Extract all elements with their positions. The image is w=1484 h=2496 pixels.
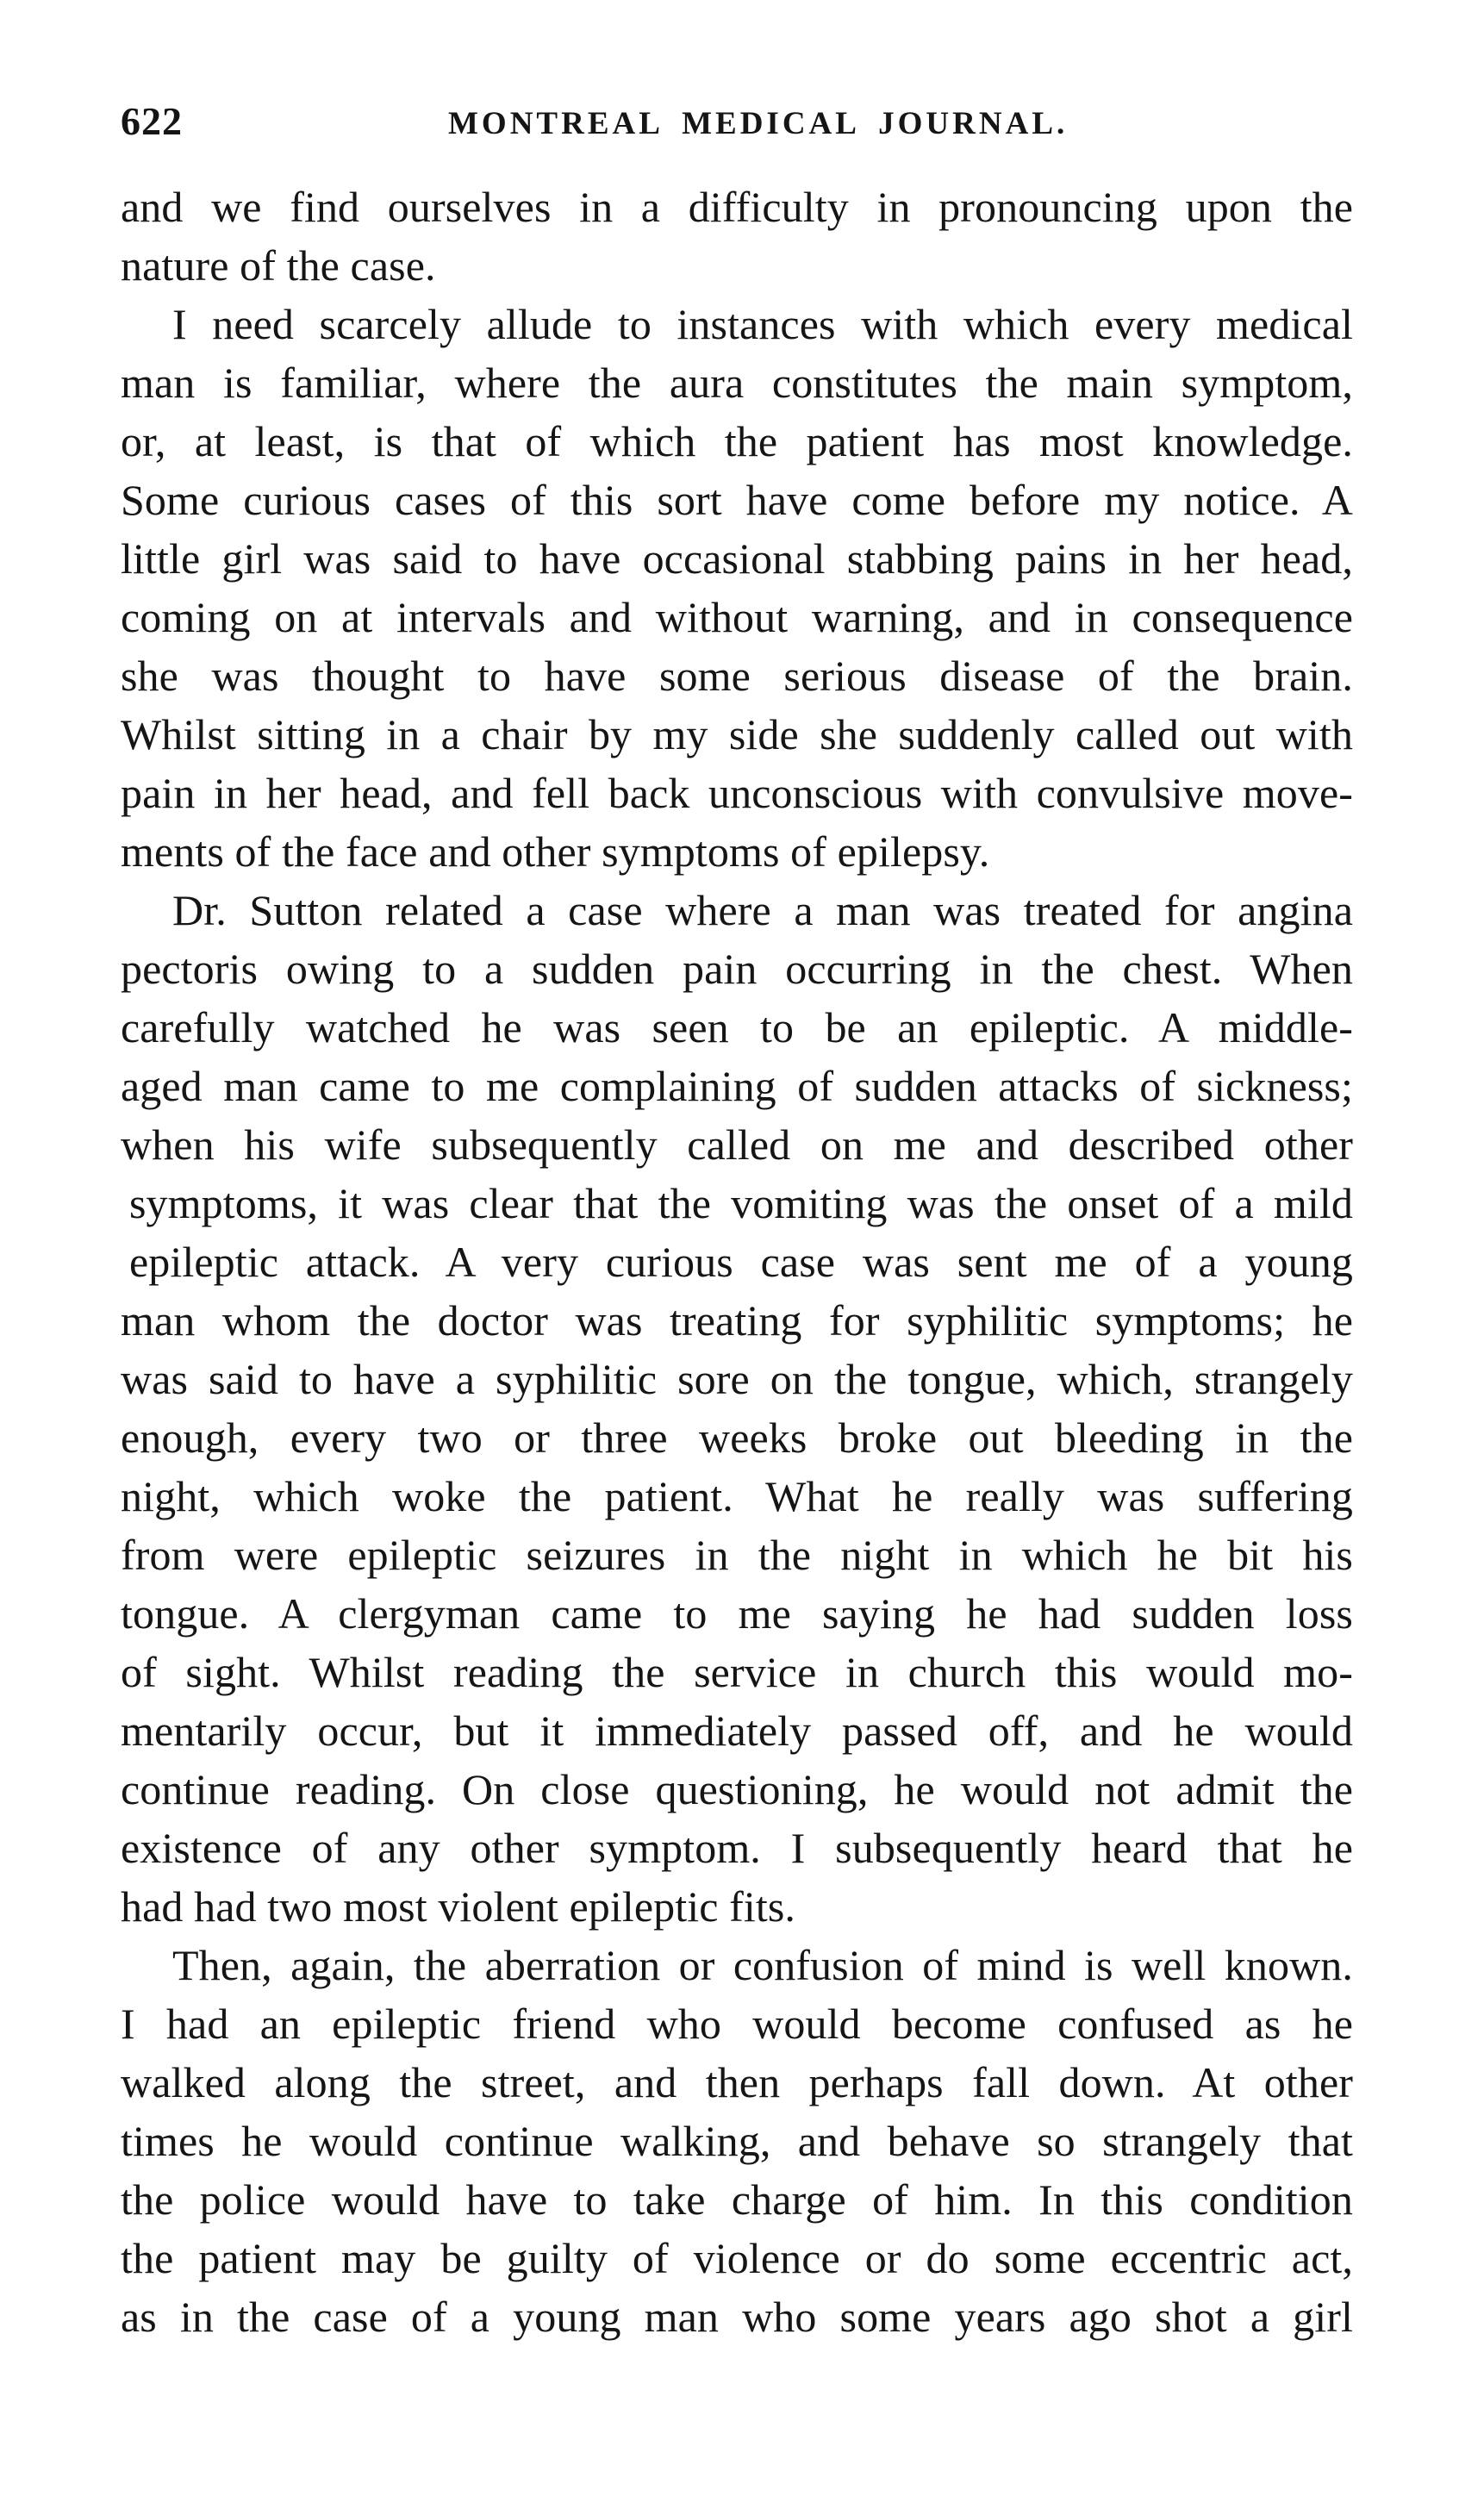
text-line: times he would continue walking, and behave so strangely that xyxy=(121,2117,1353,2165)
text-line: Whilst sitting in a chair by my side she suddenly called out with xyxy=(121,710,1353,758)
text-line: Some curious cases of this sort have come before my notice. A xyxy=(121,476,1353,524)
text-line: from were epileptic seizures in the night in which he bit his xyxy=(121,1531,1353,1579)
text-line: of sight. Whilst reading the service in church this would mo- xyxy=(121,1648,1353,1696)
text-line: as in the case of a young man who some years ago shot a girl xyxy=(121,2293,1353,2341)
text-line: or, at least, is that of which the patient has most knowledge. xyxy=(121,417,1353,465)
text-line: mentarily occur, but it immediately passed off, and he would xyxy=(121,1707,1353,1755)
text-line: enough, every two or three weeks broke out bleeding in the xyxy=(121,1413,1353,1462)
body-text xyxy=(121,178,1353,2346)
text-line: night, which woke the patient. What he really was suffering xyxy=(121,1472,1353,1520)
text-line: the patient may be guilty of violence or do some eccentric act, xyxy=(121,2234,1353,2282)
text-line: tongue. A clergyman came to me saying he had sudden loss xyxy=(121,1589,1353,1638)
text-line: carefully watched he was seen to be an epileptic. A middle- xyxy=(121,1003,1353,1051)
text-line: little girl was said to have occasional stabbing pains in her head, xyxy=(121,534,1353,583)
text-line: I had an epileptic friend who would become confused as he xyxy=(121,2000,1353,2048)
text-line: pectoris owing to a sudden pain occurring in the chest. When xyxy=(121,945,1353,993)
text-line: was said to have a syphilitic sore on the tongue, which, strangely xyxy=(121,1355,1353,1403)
page-header xyxy=(121,86,1362,155)
text-line: ments of the face and other symptoms of epilepsy. xyxy=(121,827,990,876)
text-line: man whom the doctor was treating for syphilitic symptoms; he xyxy=(121,1296,1353,1345)
text-line: nature of the case. xyxy=(121,241,436,290)
text-line: and we find ourselves in a difficulty in pronouncing upon the xyxy=(121,183,1353,231)
text-line: epileptic attack. A very curious case was sent me of a young xyxy=(129,1238,1353,1286)
text-line: symptoms, it was clear that the vomiting was the onset of a mild xyxy=(129,1179,1353,1227)
text-line: pain in her head, and fell back unconscious with convulsive move- xyxy=(121,769,1353,817)
text-line: had had two most violent epileptic fits. xyxy=(121,1882,796,1931)
text-line: I need scarcely allude to instances with which every medical xyxy=(172,300,1353,348)
text-line: Dr. Sutton related a case where a man was treated for angina xyxy=(172,886,1353,934)
running-head: MONTREAL MEDICAL JOURNAL. xyxy=(448,106,1069,141)
text-line: coming on at intervals and without warning, and in consequence xyxy=(121,593,1353,641)
text-line: continue reading. On close questioning, he would not admit the xyxy=(121,1765,1353,1813)
text-line: aged man came to me complaining of sudden attacks of sickness; xyxy=(121,1062,1353,1110)
text-line: man is familiar, where the aura constitutes the main symptom, xyxy=(121,359,1353,407)
text-line: when his wife subsequently called on me and described other xyxy=(121,1120,1353,1169)
page-number: 622 xyxy=(121,99,183,143)
text-line: Then, again, the aberration or confusion of mind is well known. xyxy=(172,1941,1353,1989)
text-line: the police would have to take charge of him. In this condition xyxy=(121,2175,1353,2224)
text-line: walked along the street, and then perhaps fall down. At other xyxy=(121,2058,1353,2106)
text-line: existence of any other symptom. I subsequently heard that he xyxy=(121,1824,1353,1872)
text-line: she was thought to have some serious disease of the brain. xyxy=(121,652,1353,700)
